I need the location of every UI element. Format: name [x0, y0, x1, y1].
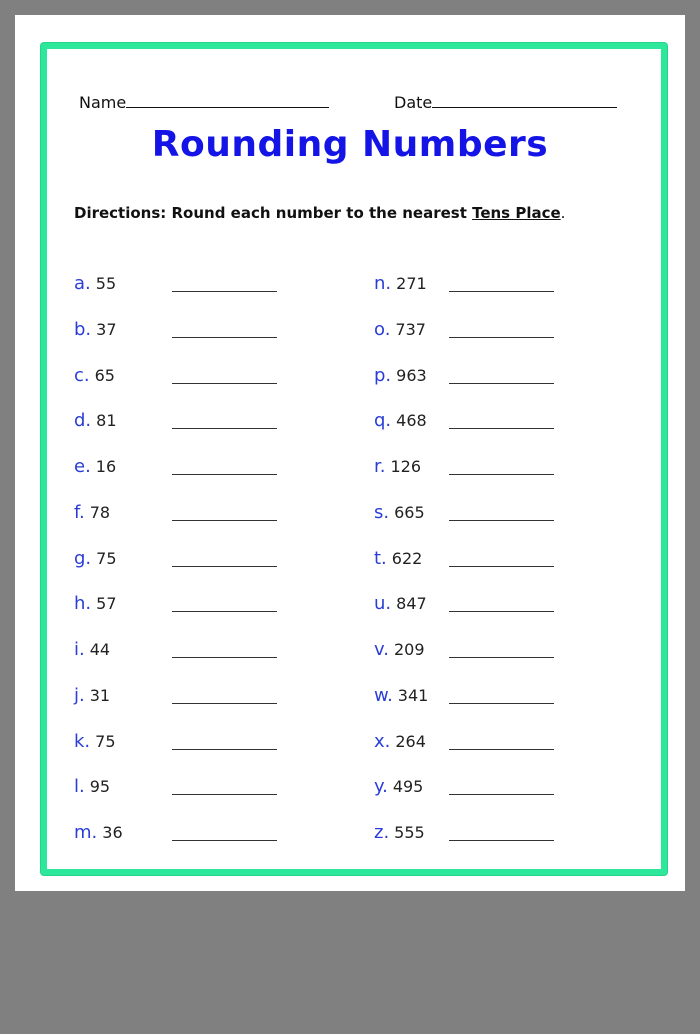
problem-number: 665	[394, 502, 425, 522]
problem-letter: o.	[374, 318, 391, 340]
problem-letter: q.	[374, 410, 392, 432]
problem-letter: a.	[74, 273, 91, 294]
answer-blank-line	[449, 291, 554, 292]
problem-letter: f.	[74, 501, 85, 523]
problem-m	[74, 822, 282, 846]
problem-i	[74, 639, 282, 663]
problem-letter: i.	[74, 639, 85, 660]
problem-p	[374, 365, 559, 389]
problem-number: 341	[397, 685, 429, 705]
answer-blank-line	[172, 749, 277, 750]
problem-number: 75	[95, 731, 116, 751]
answer-blank-line	[449, 749, 554, 750]
directions	[74, 204, 565, 222]
problem-number: 622	[391, 548, 423, 568]
answer-blank-line	[449, 337, 554, 338]
problem-number: 16	[95, 457, 117, 476]
problem-s	[374, 502, 559, 526]
date-blank-line	[432, 93, 617, 108]
problem-number: 81	[96, 411, 117, 431]
problem-number: 55	[95, 274, 117, 293]
directions-text: Directions: Round each number to the nearest	[74, 204, 473, 222]
answer-blank-line	[172, 474, 277, 475]
problem-number: 57	[96, 594, 117, 614]
answer-blank-line	[172, 794, 277, 795]
problem-x	[374, 731, 559, 755]
problem-j	[74, 685, 282, 709]
answer-blank-line	[449, 383, 554, 384]
problem-letter: t.	[374, 547, 387, 569]
problem-letter: n.	[374, 273, 392, 294]
problem-number: 555	[394, 823, 425, 842]
problem-number: 468	[396, 411, 427, 431]
problem-letter: x.	[374, 730, 391, 752]
answer-blank-line	[449, 794, 554, 795]
problem-h	[74, 593, 282, 617]
answer-blank-line	[172, 291, 277, 292]
answer-blank-line	[449, 657, 554, 658]
directions-period: .	[560, 204, 566, 222]
problem-number: 95	[89, 777, 111, 797]
problem-z	[374, 822, 559, 846]
answer-blank-line	[449, 428, 554, 429]
problem-letter: l.	[74, 776, 85, 798]
name-blank-line	[126, 93, 329, 108]
name-field	[79, 93, 329, 112]
worksheet-page	[15, 15, 685, 891]
problem-number: 264	[395, 731, 426, 751]
problem-number: 271	[396, 274, 427, 293]
answer-blank-line	[172, 428, 277, 429]
problem-number: 78	[89, 502, 111, 522]
problem-letter: e.	[74, 456, 91, 477]
problem-letter: y.	[374, 776, 388, 798]
problem-q	[374, 410, 559, 434]
problem-a	[74, 273, 282, 297]
problem-b	[74, 319, 282, 343]
problem-letter: b.	[74, 318, 92, 340]
problem-number: 65	[94, 365, 115, 385]
problem-number: 847	[396, 594, 427, 614]
problem-o	[374, 319, 559, 343]
problem-c	[74, 365, 282, 389]
answer-blank-line	[449, 611, 554, 612]
problem-letter: r.	[374, 456, 386, 477]
problem-letter: v.	[374, 639, 389, 660]
answer-blank-line	[449, 520, 554, 521]
problem-letter: g.	[74, 547, 92, 569]
problem-number: 737	[395, 319, 426, 339]
answer-blank-line	[172, 566, 277, 567]
answer-blank-line	[449, 474, 554, 475]
problem-letter: w.	[374, 684, 393, 706]
problem-u	[374, 593, 559, 617]
problem-letter: z.	[374, 822, 390, 843]
problem-r	[374, 456, 559, 480]
problem-n	[374, 273, 559, 297]
answer-blank-line	[172, 383, 277, 384]
problem-number: 36	[102, 823, 123, 842]
answer-blank-line	[172, 337, 277, 338]
problem-k	[74, 731, 282, 755]
problem-number: 963	[396, 365, 427, 385]
problem-letter: c.	[74, 364, 90, 386]
problem-letter: k.	[74, 730, 91, 752]
answer-blank-line	[172, 520, 277, 521]
worksheet-title: Rounding Numbers	[151, 124, 549, 165]
directions-emphasis: Tens Place	[472, 204, 561, 222]
problem-letter: u.	[374, 593, 392, 615]
answer-blank-line	[172, 611, 277, 612]
problem-letter: s.	[374, 501, 390, 523]
problem-v	[374, 639, 559, 663]
answer-blank-line	[449, 703, 554, 704]
date-label: Date	[394, 93, 433, 112]
answer-blank-line	[172, 703, 277, 704]
problem-letter: d.	[74, 410, 92, 432]
date-field	[394, 93, 617, 112]
problem-f	[74, 502, 282, 526]
problem-l	[74, 776, 282, 800]
problem-number: 209	[393, 640, 425, 659]
problem-y	[374, 776, 559, 800]
problem-number: 75	[96, 548, 117, 568]
problem-number: 126	[390, 457, 422, 476]
answer-blank-line	[172, 657, 277, 658]
problem-g	[74, 548, 282, 572]
problem-e	[74, 456, 282, 480]
problem-letter: m.	[74, 822, 98, 843]
problem-letter: h.	[74, 593, 92, 615]
problem-number: 37	[96, 319, 117, 339]
problem-w	[374, 685, 559, 709]
answer-blank-line	[449, 566, 554, 567]
problem-letter: p.	[374, 364, 392, 386]
problem-number: 495	[392, 777, 424, 797]
answer-blank-line	[172, 840, 277, 841]
problem-letter: j.	[74, 684, 85, 706]
problem-t	[374, 548, 559, 572]
answer-blank-line	[449, 840, 554, 841]
name-label: Name	[79, 93, 127, 112]
problem-number: 44	[89, 640, 111, 659]
problem-number: 31	[89, 685, 111, 705]
problem-d	[74, 410, 282, 434]
